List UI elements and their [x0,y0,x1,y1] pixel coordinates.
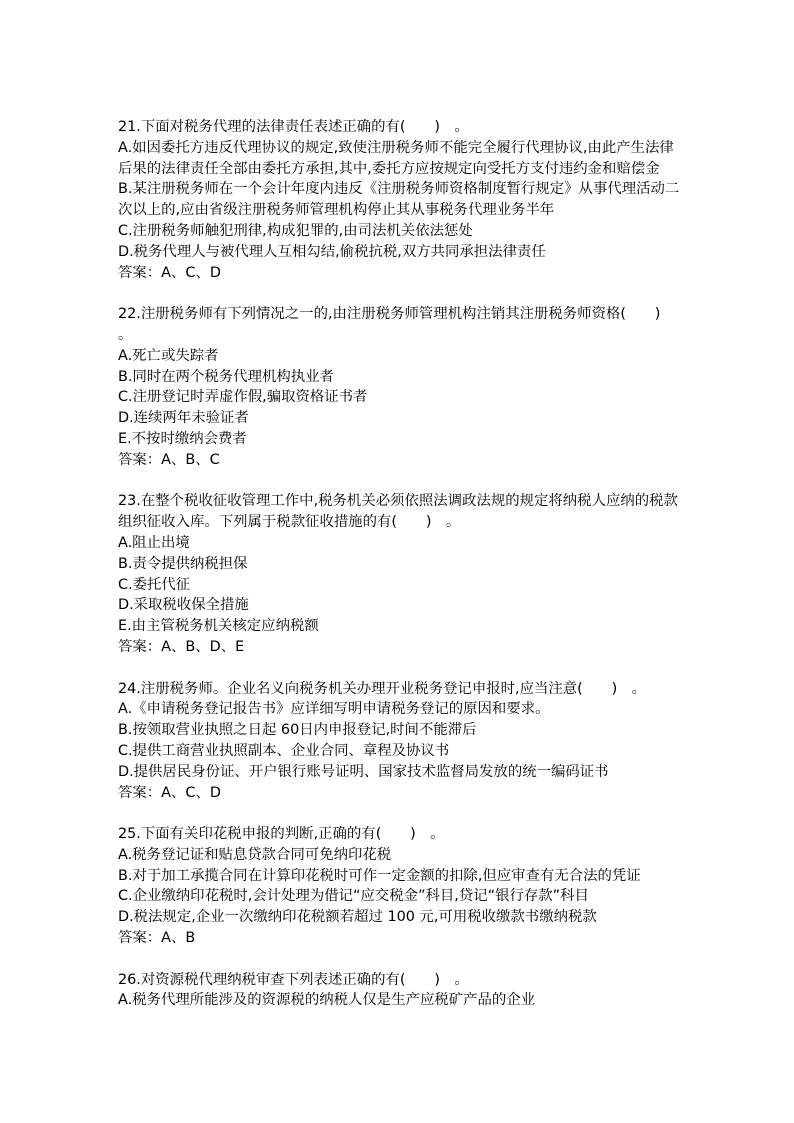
question-option: E.由主管税务机关核定应纳税额 [118,618,319,635]
question-option: A.税务代理所能涉及的资源税的纳税人仅是生产应税矿产品的企业 [118,992,536,1009]
question-option: B.责令提供纳税担保 [118,555,248,572]
spacer [118,803,698,824]
question-stem: 24.注册税务师。企业名义向税务机关办理开业税务登记申报时,应当注意( ) 。 [118,680,646,697]
answer-line: 答案：A、C、D [118,784,221,801]
question-stem: 25.下面有关印花税申报的判断,正确的有( ) 。 [118,826,445,843]
question-block [118,117,698,283]
question-option: E.不按时缴纳会费者 [118,430,247,447]
question-option: C.委托代征 [118,576,191,593]
question-stem: 组织征收入库。下列属于税款征收措施的有( ) 。 [118,514,461,531]
question-option: B.同时在两个税务代理机构执业者 [118,368,334,385]
question-stem: 21.下面对税务代理的法律责任表述正确的有( ) 。 [118,119,469,135]
question-block [118,824,698,949]
question-option: D.税法规定,企业一次缴纳印花税额若超过 100 元,可用税收缴款书缴纳税款 [118,909,597,926]
answer-line: 答案：A、C、D [118,264,221,281]
question-option: C.注册登记时弄虚作假,骗取资格证书者 [118,389,368,406]
spacer [118,283,698,304]
question-option: A.阻止出境 [118,534,190,551]
question-option: 次以上的,应由省级注册税务师管理机构停止其从事税务代理业务半年 [118,202,555,219]
question-stem: 。 [118,326,133,343]
question-option: B.某注册税务师在一个会计年度内违反《注册税务师资格制度暂行规定》从事代理活动二 [118,181,680,198]
document-page [118,117,698,1011]
question-option: D.连续两年未验证者 [118,410,249,427]
question-option: A.死亡或失踪者 [118,347,219,364]
question-option: D.税务代理人与被代理人互相勾结,偷税抗税,双方共同承担法律责任 [118,243,546,260]
question-block [118,304,698,470]
question-option: B.对于加工承揽合同在计算印花税时可作一定金额的扣除,但应审查有无合法的凭证 [118,867,641,884]
answer-line: 答案：A、B、C [118,451,220,468]
question-option: D.提供居民身份证、开户银行账号证明、国家技术监督局发放的统一编码证书 [118,763,609,780]
question-option: 后果的法律责任全部由委托方承担,其中,委托方应按规定向受托方支付违约金和赔偿金 [118,160,660,177]
question-option: D.采取税收保全措施 [118,597,249,614]
question-option: B.按领取营业执照之日起 60日内申报登记,时间不能滞后 [118,722,477,739]
spacer [118,949,698,970]
question-option: A.《申请税务登记报告书》应详细写明申请税务登记的原因和要求。 [118,701,550,718]
answer-line: 答案：A、B [118,930,196,947]
question-stem: 26.对资源税代理纳税审查下列表述正确的有( ) 。 [118,971,469,988]
question-option: C.企业缴纳印花税时,会计处理为借记“应交税金”科目,贷记“银行存款”科目 [118,888,589,905]
answer-line: 答案：A、B、D、E [118,638,245,655]
question-option: C.提供工商营业执照副本、企业合同、章程及协议书 [118,742,450,759]
question-option: C.注册税务师触犯刑律,构成犯罪的,由司法机关依法惩处 [118,222,473,239]
question-stem: 23.在整个税收征收管理工作中,税务机关必须依照法调政法规的规定将纳税人应纳的税款 [118,493,678,510]
question-stem: 22.注册税务师有下列情况之一的,由注册税务师管理机构注销其注册税务师资格( ) [118,306,661,323]
question-option: A.税务登记证和贴息贷款合同可免纳印花税 [118,846,392,863]
spacer [118,658,698,679]
spacer [118,471,698,492]
question-block [118,679,698,804]
question-option: A.如因委托方违反代理协议的规定,致使注册税务师不能完全履行代理协议,由此产生法律 [118,139,674,156]
question-block [118,970,698,1012]
question-block [118,491,698,657]
